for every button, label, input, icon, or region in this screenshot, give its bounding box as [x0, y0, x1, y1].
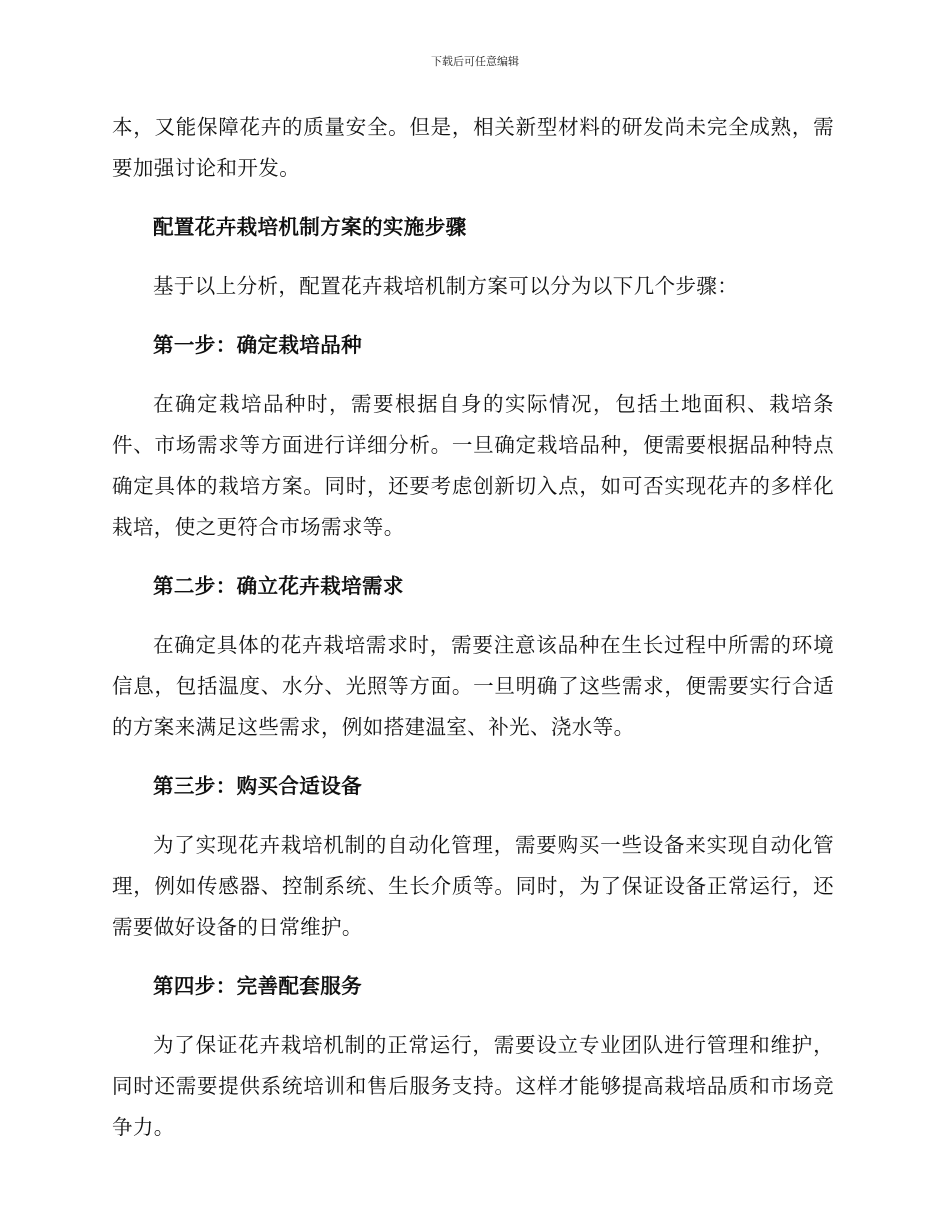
- section-heading: 配置花卉栽培机制方案的实施步骤: [153, 215, 467, 239]
- step-heading-1: 第一步：确定栽培品种: [153, 333, 362, 357]
- document-body: [112, 107, 834, 1166]
- paragraph-step-3: 为了实现花卉栽培机制的自动化管理，需要购买一些设备来实现自动化管理，例如传感器、控制系统、生长介质等。同时，为了保证设备正常运行，还需要做好设备的日常维护。: [112, 833, 834, 939]
- paragraph-step-4: 为了保证花卉栽培机制的正常运行，需要设立专业团队进行管理和维护，同时还需要提供系统培训和售后服务支持。这样才能够提高栽培品质和市场竞争力。: [112, 1033, 834, 1139]
- paragraph-continuation: 本，又能保障花卉的质量安全。但是，相关新型材料的研发尚未完全成熟，需要加强讨论和开发。: [112, 115, 834, 180]
- paragraph-step-2: 在确定具体的花卉栽培需求时，需要注意该品种在生长过程中所需的环境信息，包括温度、水分、光照等方面。一旦明确了这些需求，便需要实行合适的方案来满足这些需求，例如搭建温室、补光、浇水等。: [112, 633, 834, 739]
- step-heading-3: 第三步：购买合适设备: [153, 774, 362, 798]
- step-heading-4: 第四步：完善配套服务: [153, 974, 362, 998]
- paragraph-step-1: 在确定栽培品种时，需要根据自身的实际情况，包括土地面积、栽培条件、市场需求等方面进行详细分析。一旦确定栽培品种，便需要根据品种特点确定具体的栽培方案。同时，还要考虑创新切入点，如可否实现花卉的多样化栽培，使之更符合市场需求等。: [112, 392, 834, 539]
- step-heading-2: 第二步：确立花卉栽培需求: [153, 574, 404, 598]
- page-header: 下载后可任意编辑: [431, 55, 519, 68]
- paragraph-intro: 基于以上分析，配置花卉栽培机制方案可以分为以下几个步骤：: [153, 274, 739, 298]
